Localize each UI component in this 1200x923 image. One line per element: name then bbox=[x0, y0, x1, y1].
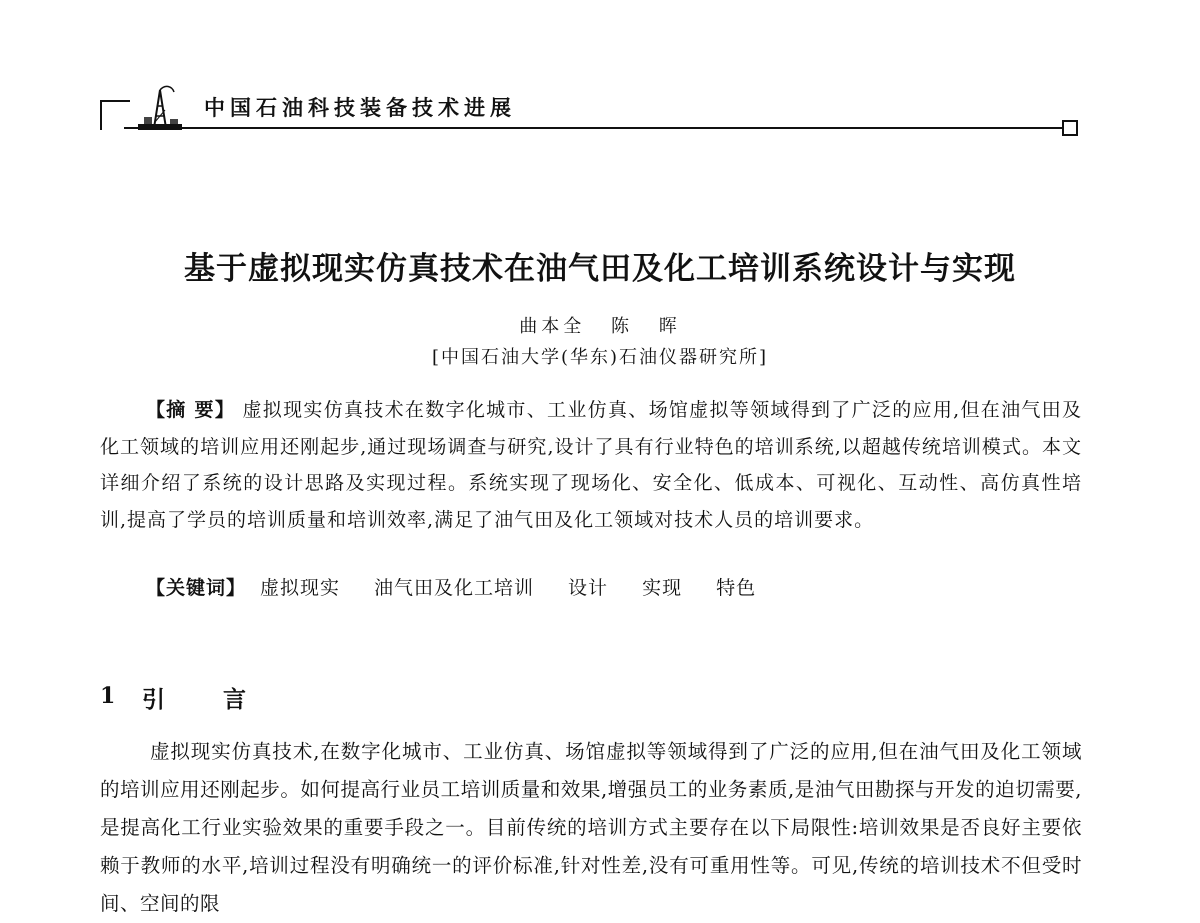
oil-derrick-logo-icon bbox=[134, 84, 186, 132]
journal-title: 中国石油科技装备技术进展 bbox=[204, 96, 516, 120]
keyword-item: 特色 bbox=[716, 577, 757, 599]
paper-title: 基于虚拟现实仿真技术在油气田及化工培训系统设计与实现 bbox=[184, 251, 1016, 287]
paper-authors: 曲本全 陈 晖 bbox=[519, 316, 681, 337]
header-rule bbox=[124, 127, 1064, 129]
section-title: 引言 bbox=[142, 687, 304, 713]
keywords-line bbox=[146, 573, 1076, 600]
section-body-paragraph: 虚拟现实仿真技术,在数字化城市、工业仿真、场馆虚拟等领域得到了广泛的应用,但在油气田及化工领域的培训应用还刚起步。如何提高行业员工培训质量和效果,增强员工的业务素质,是油气田勘探与开发的迫切需要,是提高化工行业实验效果的重要手段之一。目前传统的培训方式主要存在以下局限性:培训效果是否良好主要依赖于教师的水平,培训过程没有明确统一的评价标准,针对性差,没有可重用性等。可见,传统的培训技术不但受时间、空间的限 bbox=[100, 740, 1082, 915]
keyword-item: 设计 bbox=[568, 577, 609, 599]
abstract-label: 【摘 要】 bbox=[146, 399, 236, 421]
keyword-item: 油气田及化工培训 bbox=[374, 577, 535, 599]
abstract-paragraph bbox=[100, 392, 1082, 538]
paper-affiliation: [中国石油大学(华东)石油仪器研究所] bbox=[431, 347, 769, 368]
section-number: 1 bbox=[100, 683, 116, 709]
keyword-item: 虚拟现实 bbox=[260, 577, 341, 599]
header-bracket bbox=[100, 100, 130, 130]
journal-header bbox=[100, 80, 1080, 140]
abstract-text: 虚拟现实仿真技术在数字化城市、工业仿真、场馆虚拟等领域得到了广泛的应用,但在油气田及化工领域的培训应用还刚起步,通过现场调查与研究,设计了具有行业特色的培训系统,以超越传统培训模式。本文详细介绍了系统的设计思路及实现过程。系统实现了现场化、安全化、低成本、可视化、互动性、高仿真性培训,提高了学员的培训质量和培训效率,满足了油气田及化工领域对技术人员的培训要求。 bbox=[100, 399, 1082, 531]
header-end-box bbox=[1062, 120, 1078, 136]
keywords-label: 【关键词】 bbox=[146, 577, 247, 599]
keyword-item: 实现 bbox=[642, 577, 683, 599]
